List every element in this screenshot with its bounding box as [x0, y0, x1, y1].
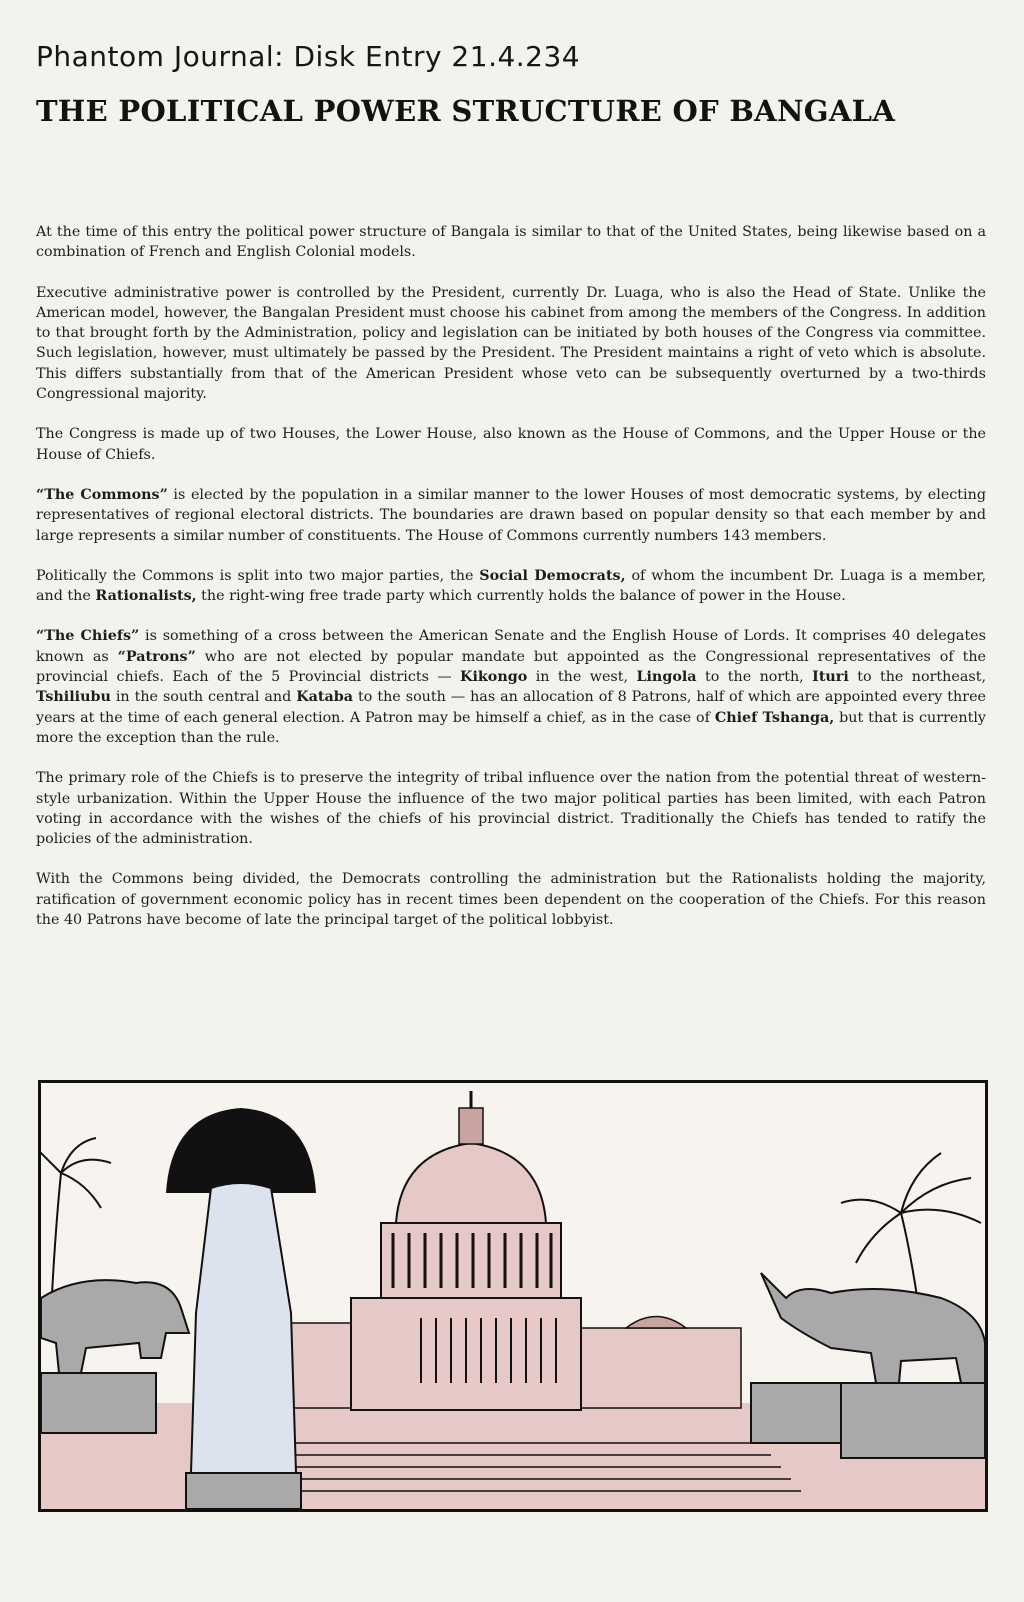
page-title: THE POLITICAL POWER STRUCTURE OF BANGALA: [36, 94, 896, 128]
dome-lantern: [459, 1108, 483, 1144]
capitol-right-wing: [581, 1328, 741, 1408]
left-rhino-statue: [41, 1280, 189, 1373]
paragraph-4: “The Commons” is elected by the population in a similar manner to the lower Houses of most democratic systems, by electing representatives of regional electoral districts. The boundaries are drawn based on popular density so that each member by and large represents a similar number of constituents. The House of Commons currently numbers 143 members.: [36, 486, 986, 544]
tshiliubu-term: Tshiliubu: [36, 689, 111, 706]
right-low-wall: [751, 1383, 841, 1443]
paragraph-8: With the Commons being divided, the Democrats controlling the administration but the Rationalists holding the majority, ratification of government economic policy has in recent times been dependent on the cooperation of the Chiefs. For this reason the 40 Patrons have become of late the principal target of the political lobbyist.: [36, 871, 986, 929]
paragraph-1: At the time of this entry the political power structure of Bangala is similar to that of the United States, being likewise based on a combination of French and English Colonial models.: [36, 224, 986, 261]
paragraph-7: The primary role of the Chiefs is to preserve the integrity of tribal influence over the nation from the potential threat of western-style urbanization. Within the Upper House the influence of the two major political parties has been limited, with each Patron voting in accordance with the wishes of the chiefs of his provincial district. Traditionally the Chiefs has tended to ratify the policies of the administration.: [36, 770, 986, 848]
kikongo-term: Kikongo: [460, 669, 528, 686]
illustration-canvas: [41, 1083, 985, 1509]
article-body: [36, 222, 986, 950]
commons-term: “The Commons”: [36, 486, 168, 503]
lingola-term: Lingola: [636, 669, 697, 686]
capitol-dome: [396, 1143, 546, 1223]
journal-entry-header: Phantom Journal: Disk Entry 21.4.234: [36, 40, 581, 73]
chief-head: [225, 1152, 257, 1184]
capitol-illustration: [38, 1080, 988, 1512]
chief-tshanga-term: Chief Tshanga,: [714, 709, 835, 726]
paragraph-2: Executive administrative power is controlled by the President, currently Dr. Luaga, who is also the Head of State. Unlike the American model, however, the Bangalan President must choose his cabinet from among the members of the Congress. In addition to that brought forth by the Administration, policy and legislation can be initiated by both houses of the Congress via committee. Such legislation, however, must ultimately be passed by the President. The President maintains a right of veto which is absolute. This differs substantially from that of the American President whose veto can be subsequently overturned by a two-thirds Congressional majority.: [36, 284, 986, 403]
paragraph-5: Politically the Commons is split into two major parties, the Social Democrats, of whom the incumbent Dr. Luaga is a member, and the Rationalists, the right-wing free trade party which currently holds the balance of power in the House.: [36, 567, 986, 605]
paragraph-6: “The Chiefs” is something of a cross between the American Senate and the English House of Lords. It comprises 40 delegates known as “Patrons” who are not elected by popular mandate but appointed as the Congressional representatives of the provincial chiefs. Each of the 5 Provincial districts — Kikongo in the west, Lingola to the north, Ituri to the northeast, Tshiliubu in the south central and Kataba to the south — has an allocation of 8 Patrons, half of which are appointed every three years at the time of each general election. A Patron may be himself a chief, as in the case of Chief Tshanga, but that is currently more the exception than the rule.: [36, 628, 987, 746]
right-wing-dome: [626, 1317, 686, 1329]
right-rhino-statue: [761, 1273, 985, 1383]
rationalists-term: Rationalists,: [95, 588, 197, 605]
chief-pedestal: [186, 1473, 301, 1509]
kataba-term: Kataba: [296, 689, 354, 706]
social-democrats-term: Social Democrats,: [479, 567, 626, 584]
left-pedestal: [41, 1373, 156, 1433]
right-pedestal: [841, 1383, 985, 1458]
ituri-term: Ituri: [812, 669, 849, 686]
chiefs-term: “The Chiefs”: [36, 628, 140, 645]
chief-robe: [191, 1183, 296, 1473]
patrons-term: “Patrons”: [117, 648, 196, 665]
paragraph-3: The Congress is made up of two Houses, the Lower House, also known as the House of Commons, and the Upper House or the House of Chiefs.: [36, 426, 986, 463]
